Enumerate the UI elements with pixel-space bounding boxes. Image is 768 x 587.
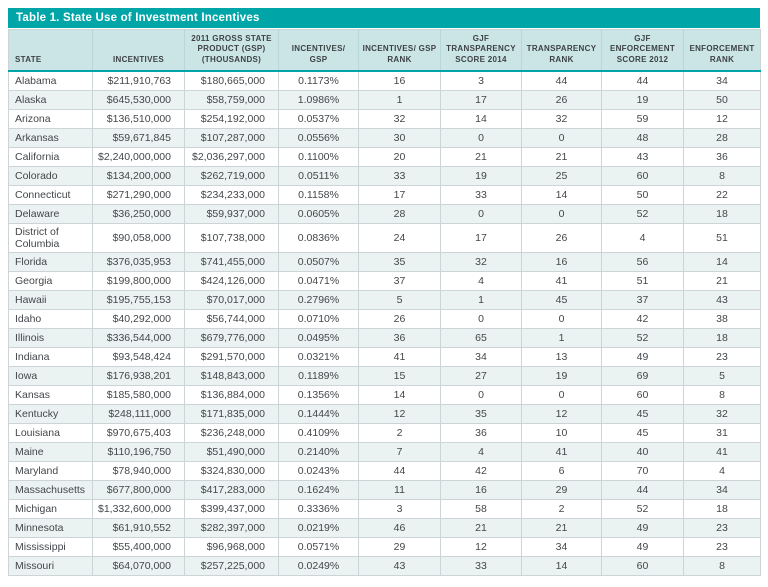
cell-gsp: $180,665,000 — [185, 71, 279, 90]
cell-state: Arizona — [9, 109, 93, 128]
cell-enf_rank: 23 — [684, 537, 761, 556]
cell-enf_rank: 18 — [684, 328, 761, 347]
cell-enf_score: 69 — [602, 366, 684, 385]
cell-pct_rank: 37 — [359, 271, 441, 290]
table-row — [9, 147, 761, 166]
cell-trans_score: 3 — [441, 71, 522, 90]
cell-pct: 0.0511% — [279, 166, 359, 185]
cell-gsp: $417,283,000 — [185, 480, 279, 499]
cell-trans_rank: 16 — [522, 252, 602, 271]
table-row — [9, 290, 761, 309]
table-row — [9, 223, 761, 252]
cell-trans_rank: 1 — [522, 328, 602, 347]
cell-pct: 0.1100% — [279, 147, 359, 166]
cell-enf_rank: 22 — [684, 185, 761, 204]
cell-enf_score: 52 — [602, 499, 684, 518]
cell-gsp: $257,225,000 — [185, 556, 279, 575]
cell-pct_rank: 26 — [359, 309, 441, 328]
cell-pct: 0.0219% — [279, 518, 359, 537]
cell-trans_score: 14 — [441, 109, 522, 128]
cell-state: Alaska — [9, 90, 93, 109]
cell-state: Michigan — [9, 499, 93, 518]
cell-gsp: $324,830,000 — [185, 461, 279, 480]
cell-pct: 0.1624% — [279, 480, 359, 499]
cell-pct_rank: 7 — [359, 442, 441, 461]
col-header-incentives: INCENTIVES — [93, 30, 185, 72]
cell-pct_rank: 43 — [359, 556, 441, 575]
cell-pct: 0.3336% — [279, 499, 359, 518]
table-row — [9, 328, 761, 347]
cell-pct: 0.0495% — [279, 328, 359, 347]
cell-gsp: $51,490,000 — [185, 442, 279, 461]
cell-pct_rank: 33 — [359, 166, 441, 185]
cell-state: Delaware — [9, 204, 93, 223]
cell-pct_rank: 41 — [359, 347, 441, 366]
col-header-gsp: 2011 GROSS STATE PRODUCT (GSP) (THOUSANDS) — [185, 30, 279, 72]
cell-gsp: $291,570,000 — [185, 347, 279, 366]
cell-pct_rank: 46 — [359, 518, 441, 537]
cell-trans_score: 21 — [441, 518, 522, 537]
cell-pct: 0.0836% — [279, 223, 359, 252]
cell-enf_score: 45 — [602, 404, 684, 423]
cell-pct: 0.4109% — [279, 423, 359, 442]
cell-enf_rank: 28 — [684, 128, 761, 147]
cell-trans_rank: 34 — [522, 537, 602, 556]
cell-pct_rank: 3 — [359, 499, 441, 518]
cell-enf_score: 49 — [602, 537, 684, 556]
table-row — [9, 271, 761, 290]
cell-trans_rank: 41 — [522, 271, 602, 290]
cell-enf_score: 52 — [602, 204, 684, 223]
cell-trans_score: 27 — [441, 366, 522, 385]
cell-enf_rank: 14 — [684, 252, 761, 271]
cell-state: Connecticut — [9, 185, 93, 204]
col-header-enforcement-rank: ENFORCEMENT RANK — [684, 30, 761, 72]
cell-incentives: $645,530,000 — [93, 90, 185, 109]
table-row — [9, 556, 761, 575]
cell-pct_rank: 1 — [359, 90, 441, 109]
cell-incentives: $199,800,000 — [93, 271, 185, 290]
cell-enf_score: 37 — [602, 290, 684, 309]
cell-enf_rank: 5 — [684, 366, 761, 385]
cell-trans_rank: 12 — [522, 404, 602, 423]
cell-state: Hawaii — [9, 290, 93, 309]
cell-gsp: $254,192,000 — [185, 109, 279, 128]
cell-pct: 0.1189% — [279, 366, 359, 385]
cell-enf_score: 49 — [602, 347, 684, 366]
cell-enf_score: 42 — [602, 309, 684, 328]
cell-trans_rank: 0 — [522, 385, 602, 404]
cell-gsp: $56,744,000 — [185, 309, 279, 328]
cell-trans_rank: 6 — [522, 461, 602, 480]
table-body — [9, 71, 761, 575]
cell-trans_score: 0 — [441, 204, 522, 223]
cell-trans_score: 34 — [441, 347, 522, 366]
cell-pct: 0.0571% — [279, 537, 359, 556]
cell-gsp: $148,843,000 — [185, 366, 279, 385]
cell-pct: 0.1173% — [279, 71, 359, 90]
cell-incentives: $134,200,000 — [93, 166, 185, 185]
cell-enf_score: 43 — [602, 147, 684, 166]
cell-state: Mississippi — [9, 537, 93, 556]
cell-trans_rank: 13 — [522, 347, 602, 366]
cell-trans_score: 4 — [441, 442, 522, 461]
cell-incentives: $36,250,000 — [93, 204, 185, 223]
cell-enf_rank: 34 — [684, 480, 761, 499]
col-header-incentives-gsp-rank: INCENTIVES/ GSP RANK — [359, 30, 441, 72]
table-row — [9, 442, 761, 461]
cell-pct: 0.0710% — [279, 309, 359, 328]
cell-enf_rank: 21 — [684, 271, 761, 290]
cell-incentives: $336,544,000 — [93, 328, 185, 347]
table-row — [9, 71, 761, 90]
cell-enf_score: 70 — [602, 461, 684, 480]
incentives-table — [8, 29, 761, 576]
cell-enf_score: 40 — [602, 442, 684, 461]
table-row — [9, 309, 761, 328]
table-row — [9, 537, 761, 556]
table-row — [9, 185, 761, 204]
header-row — [9, 30, 761, 72]
cell-enf_rank: 23 — [684, 347, 761, 366]
cell-incentives: $78,940,000 — [93, 461, 185, 480]
cell-pct_rank: 5 — [359, 290, 441, 309]
cell-enf_rank: 18 — [684, 204, 761, 223]
cell-pct_rank: 35 — [359, 252, 441, 271]
cell-trans_score: 12 — [441, 537, 522, 556]
cell-state: Minnesota — [9, 518, 93, 537]
table-row — [9, 347, 761, 366]
cell-incentives: $2,240,000,000 — [93, 147, 185, 166]
cell-gsp: $70,017,000 — [185, 290, 279, 309]
cell-gsp: $107,738,000 — [185, 223, 279, 252]
cell-pct: 0.2140% — [279, 442, 359, 461]
cell-trans_rank: 44 — [522, 71, 602, 90]
cell-trans_rank: 32 — [522, 109, 602, 128]
cell-incentives: $90,058,000 — [93, 223, 185, 252]
cell-gsp: $282,397,000 — [185, 518, 279, 537]
table-row — [9, 404, 761, 423]
cell-incentives: $1,332,600,000 — [93, 499, 185, 518]
cell-gsp: $424,126,000 — [185, 271, 279, 290]
cell-incentives: $185,580,000 — [93, 385, 185, 404]
cell-enf_rank: 41 — [684, 442, 761, 461]
cell-state: Colorado — [9, 166, 93, 185]
cell-trans_rank: 19 — [522, 366, 602, 385]
cell-enf_rank: 31 — [684, 423, 761, 442]
cell-enf_rank: 51 — [684, 223, 761, 252]
cell-pct_rank: 2 — [359, 423, 441, 442]
cell-enf_rank: 8 — [684, 556, 761, 575]
cell-enf_score: 56 — [602, 252, 684, 271]
cell-trans_score: 58 — [441, 499, 522, 518]
cell-enf_rank: 38 — [684, 309, 761, 328]
incentives-table-container — [8, 8, 760, 576]
cell-state: Iowa — [9, 366, 93, 385]
cell-enf_score: 19 — [602, 90, 684, 109]
cell-pct_rank: 30 — [359, 128, 441, 147]
cell-state: Idaho — [9, 309, 93, 328]
cell-incentives: $59,671,845 — [93, 128, 185, 147]
cell-trans_score: 0 — [441, 309, 522, 328]
col-header-state: STATE — [9, 30, 93, 72]
cell-trans_score: 0 — [441, 385, 522, 404]
cell-trans_rank: 0 — [522, 204, 602, 223]
table-row — [9, 90, 761, 109]
cell-state: District of Columbia — [9, 223, 93, 252]
table-row — [9, 109, 761, 128]
cell-state: Kentucky — [9, 404, 93, 423]
cell-trans_score: 1 — [441, 290, 522, 309]
cell-pct: 0.0537% — [279, 109, 359, 128]
cell-state: Florida — [9, 252, 93, 271]
cell-pct_rank: 28 — [359, 204, 441, 223]
cell-pct: 0.1356% — [279, 385, 359, 404]
cell-enf_score: 4 — [602, 223, 684, 252]
cell-gsp: $399,437,000 — [185, 499, 279, 518]
cell-enf_rank: 12 — [684, 109, 761, 128]
cell-trans_rank: 21 — [522, 147, 602, 166]
cell-state: Massachusetts — [9, 480, 93, 499]
cell-gsp: $741,455,000 — [185, 252, 279, 271]
cell-incentives: $40,292,000 — [93, 309, 185, 328]
cell-pct: 0.0321% — [279, 347, 359, 366]
cell-trans_score: 0 — [441, 128, 522, 147]
cell-pct_rank: 24 — [359, 223, 441, 252]
table-row — [9, 480, 761, 499]
cell-trans_score: 32 — [441, 252, 522, 271]
cell-trans_rank: 21 — [522, 518, 602, 537]
table-row — [9, 252, 761, 271]
cell-trans_score: 33 — [441, 556, 522, 575]
cell-enf_score: 44 — [602, 71, 684, 90]
cell-incentives: $271,290,000 — [93, 185, 185, 204]
table-row — [9, 366, 761, 385]
table-row — [9, 128, 761, 147]
cell-trans_rank: 29 — [522, 480, 602, 499]
cell-enf_rank: 36 — [684, 147, 761, 166]
cell-pct: 0.0605% — [279, 204, 359, 223]
cell-incentives: $376,035,953 — [93, 252, 185, 271]
cell-incentives: $55,400,000 — [93, 537, 185, 556]
cell-trans_rank: 2 — [522, 499, 602, 518]
cell-state: Maryland — [9, 461, 93, 480]
cell-state: Alabama — [9, 71, 93, 90]
cell-pct_rank: 20 — [359, 147, 441, 166]
cell-pct: 1.0986% — [279, 90, 359, 109]
cell-pct_rank: 36 — [359, 328, 441, 347]
cell-trans_rank: 0 — [522, 309, 602, 328]
cell-incentives: $110,196,750 — [93, 442, 185, 461]
cell-trans_score: 4 — [441, 271, 522, 290]
cell-state: Maine — [9, 442, 93, 461]
cell-enf_score: 49 — [602, 518, 684, 537]
cell-state: Illinois — [9, 328, 93, 347]
cell-enf_rank: 8 — [684, 385, 761, 404]
cell-trans_score: 17 — [441, 90, 522, 109]
cell-trans_score: 35 — [441, 404, 522, 423]
cell-incentives: $176,938,201 — [93, 366, 185, 385]
cell-state: Arkansas — [9, 128, 93, 147]
table-row — [9, 461, 761, 480]
table-row — [9, 423, 761, 442]
cell-trans_rank: 0 — [522, 128, 602, 147]
table-row — [9, 499, 761, 518]
cell-incentives: $64,070,000 — [93, 556, 185, 575]
cell-trans_score: 42 — [441, 461, 522, 480]
cell-trans_score: 65 — [441, 328, 522, 347]
cell-gsp: $262,719,000 — [185, 166, 279, 185]
cell-enf_rank: 4 — [684, 461, 761, 480]
cell-incentives: $61,910,552 — [93, 518, 185, 537]
cell-gsp: $679,776,000 — [185, 328, 279, 347]
cell-gsp: $2,036,297,000 — [185, 147, 279, 166]
cell-state: Kansas — [9, 385, 93, 404]
cell-pct: 0.0249% — [279, 556, 359, 575]
cell-pct_rank: 44 — [359, 461, 441, 480]
cell-enf_rank: 23 — [684, 518, 761, 537]
cell-pct_rank: 17 — [359, 185, 441, 204]
cell-pct_rank: 14 — [359, 385, 441, 404]
cell-trans_rank: 14 — [522, 556, 602, 575]
cell-incentives: $195,755,153 — [93, 290, 185, 309]
cell-pct_rank: 29 — [359, 537, 441, 556]
table-row — [9, 204, 761, 223]
cell-state: Indiana — [9, 347, 93, 366]
cell-incentives: $211,910,763 — [93, 71, 185, 90]
cell-gsp: $234,233,000 — [185, 185, 279, 204]
cell-gsp: $59,937,000 — [185, 204, 279, 223]
cell-incentives: $970,675,403 — [93, 423, 185, 442]
cell-enf_score: 50 — [602, 185, 684, 204]
cell-trans_rank: 14 — [522, 185, 602, 204]
cell-enf_score: 45 — [602, 423, 684, 442]
cell-trans_rank: 26 — [522, 90, 602, 109]
cell-gsp: $96,968,000 — [185, 537, 279, 556]
cell-pct: 0.2796% — [279, 290, 359, 309]
cell-trans_rank: 25 — [522, 166, 602, 185]
cell-pct: 0.0243% — [279, 461, 359, 480]
col-header-gjf-enforcement-score: GJF ENFORCEMENT SCORE 2012 — [602, 30, 684, 72]
cell-state: Georgia — [9, 271, 93, 290]
cell-trans_score: 17 — [441, 223, 522, 252]
cell-trans_score: 36 — [441, 423, 522, 442]
cell-gsp: $58,759,000 — [185, 90, 279, 109]
cell-enf_score: 60 — [602, 556, 684, 575]
cell-trans_score: 33 — [441, 185, 522, 204]
cell-trans_score: 19 — [441, 166, 522, 185]
cell-enf_rank: 43 — [684, 290, 761, 309]
cell-trans_score: 16 — [441, 480, 522, 499]
cell-enf_rank: 32 — [684, 404, 761, 423]
cell-pct: 0.1444% — [279, 404, 359, 423]
cell-enf_score: 59 — [602, 109, 684, 128]
cell-state: California — [9, 147, 93, 166]
cell-pct_rank: 15 — [359, 366, 441, 385]
cell-pct: 0.0507% — [279, 252, 359, 271]
cell-pct: 0.0471% — [279, 271, 359, 290]
cell-enf_score: 44 — [602, 480, 684, 499]
cell-enf_score: 51 — [602, 271, 684, 290]
cell-gsp: $107,287,000 — [185, 128, 279, 147]
cell-enf_score: 48 — [602, 128, 684, 147]
cell-enf_rank: 34 — [684, 71, 761, 90]
col-header-gjf-transparency-score: GJF TRANSPARENCY SCORE 2014 — [441, 30, 522, 72]
cell-incentives: $677,800,000 — [93, 480, 185, 499]
cell-pct: 0.1158% — [279, 185, 359, 204]
cell-pct: 0.0556% — [279, 128, 359, 147]
cell-gsp: $236,248,000 — [185, 423, 279, 442]
cell-incentives: $136,510,000 — [93, 109, 185, 128]
table-row — [9, 385, 761, 404]
table-row — [9, 518, 761, 537]
table-header — [9, 30, 761, 72]
table-title: Table 1. State Use of Investment Incentives — [8, 8, 760, 29]
cell-state: Missouri — [9, 556, 93, 575]
cell-trans_rank: 41 — [522, 442, 602, 461]
cell-enf_score: 52 — [602, 328, 684, 347]
cell-enf_rank: 8 — [684, 166, 761, 185]
cell-gsp: $136,884,000 — [185, 385, 279, 404]
cell-enf_rank: 50 — [684, 90, 761, 109]
table-row — [9, 166, 761, 185]
cell-state: Louisiana — [9, 423, 93, 442]
col-header-incentives-gsp: INCENTIVES/ GSP — [279, 30, 359, 72]
col-header-transparency-rank: TRANSPARENCY RANK — [522, 30, 602, 72]
cell-pct_rank: 16 — [359, 71, 441, 90]
cell-enf_score: 60 — [602, 385, 684, 404]
cell-pct_rank: 11 — [359, 480, 441, 499]
cell-trans_rank: 10 — [522, 423, 602, 442]
cell-trans_score: 21 — [441, 147, 522, 166]
cell-trans_rank: 26 — [522, 223, 602, 252]
cell-trans_rank: 45 — [522, 290, 602, 309]
cell-pct_rank: 32 — [359, 109, 441, 128]
cell-enf_rank: 18 — [684, 499, 761, 518]
cell-incentives: $93,548,424 — [93, 347, 185, 366]
cell-gsp: $171,835,000 — [185, 404, 279, 423]
cell-incentives: $248,111,000 — [93, 404, 185, 423]
cell-enf_score: 60 — [602, 166, 684, 185]
cell-pct_rank: 12 — [359, 404, 441, 423]
